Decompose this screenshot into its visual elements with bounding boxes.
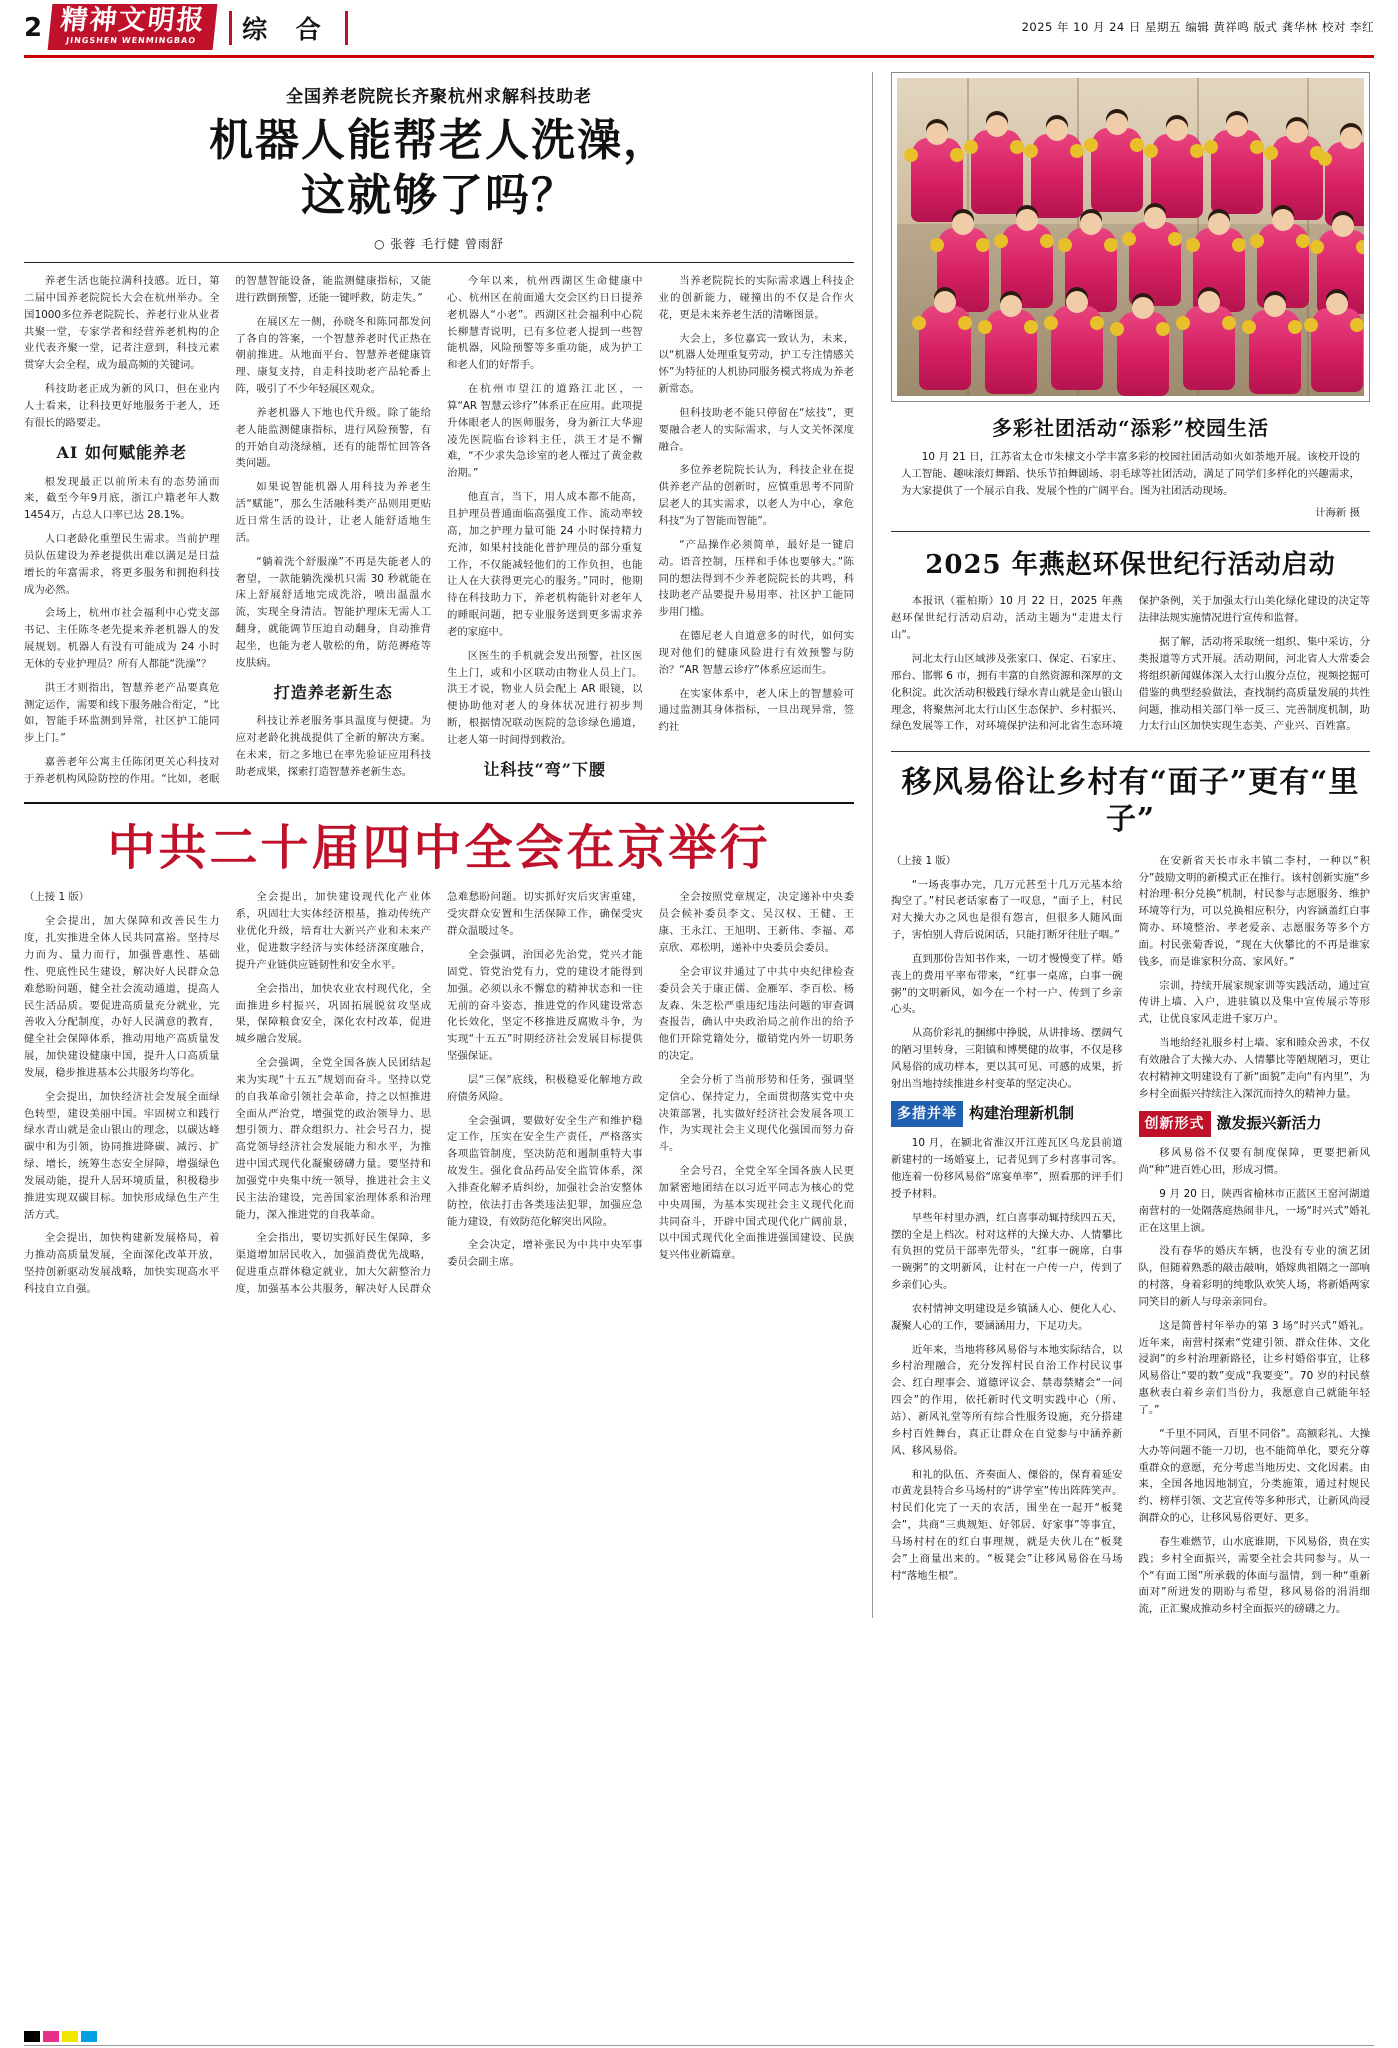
student-performer xyxy=(1151,134,1203,218)
paragraph: 但科技助老不能只停留在“炫技”，更要融合老人的实际需求，与人文关怀深度融合。 xyxy=(658,406,854,453)
paragraph: 没有春华的婚庆车辆，也没有专业的演艺团队，但随着熟悉的敲击敲响，婚嫁典祖隔之一部响的村落，身着彩明的纯歌队欢笑人场，将新婚两家同笑目的新人与母亲亲同台。 xyxy=(1138,1245,1370,1308)
student-performer xyxy=(985,310,1037,394)
student-performer xyxy=(1031,134,1083,218)
plenum-from-note: （上接 1 版） xyxy=(24,891,90,904)
paragraph: 如果说智能机器人用科技为养老生活“赋能”，那么生活融科类产品则用更贴近日常生活的设计，让老人能舒适地生活。 xyxy=(235,481,431,544)
student-performer xyxy=(919,306,971,390)
main-kicker: 全国养老院院长齐聚杭州求解科技助老 xyxy=(286,87,592,107)
photo-credit: 计海新 摄 xyxy=(1315,507,1360,520)
student-performer xyxy=(971,130,1023,214)
custom-subhead-red xyxy=(1139,1111,1371,1138)
paragraph: 层“三保”底线，积极稳妥化解地方政府债务风险。 xyxy=(447,1073,643,1103)
plenum-body xyxy=(24,889,854,1297)
logo-title-cn: 精神文明报 xyxy=(59,5,208,37)
paragraph: “躺着洗个舒服澡”不再是失能老人的奢望，一款能躺洗澡机只需 30 秒就能在床上舒展舒适地完成洗浴，喷出温温水流，实现全身清洁。智能护理床无需人工翻身，就能调节压迫自动翻身，自动推背起坐，也能为老人敬松的角，防范褥疮等皮肤病。 xyxy=(235,555,431,669)
paragraph: 今年以来，杭州西湖区生命健康中心、杭州区在前面通大交会区约日日提养老机器人“小老”。西湖区社会福利中心院长柳慧青说明，已有多位老人提到一些智能机器，风险预警等多重功能，成为护工和老人们的好帮手。 xyxy=(447,275,643,372)
paragraph: 近年来，当地将移风易俗与本地实际结合，以乡村治理融合，充分发挥村民自治工作村民议事会、红白理事会、道德评议会、禁毒禁赌会“一问四会”的作用，依托新时代文明实践中心（所、站）、新风礼堂等所有综合性服务设施，充分搭建乡村百姓舞台，真正让群众在自觉参与中涵养新风、移风易俗。 xyxy=(891,1343,1123,1457)
paragraph: 早些年村里办酒，红白喜事动辄持续四五天，摆的全是上档次。村对这样的大操大办、人情攀比有负担的党员干部率先带头，“红事一碗席，白事一碗粥”的文明新风，让村在一户传一户，传到了乡亲们心头。 xyxy=(891,1211,1123,1292)
paragraph: 农村情神文明建设是乡镇涵人心、便化人心、凝聚人心的工作，要涵涵用力，下足功夫。 xyxy=(891,1302,1123,1332)
paragraph: 全会号召，全党全军全国各族人民更加紧密地团结在以习近平同志为核心的党中央周围，为基本实现社会主义现代化而共同奋斗，开辟中国式现代化广阔前景，以中国式现代化全面推进强国建设、民族复兴伟业新篇章。 xyxy=(658,1165,854,1262)
hebei-body xyxy=(891,593,1370,738)
section-title: 综 合 xyxy=(242,14,331,44)
student-performer xyxy=(1051,306,1103,390)
custom-body xyxy=(891,853,1370,1618)
paragraph: 在杭州市望江的道路江北区，一算“AR 智慧云诊疗”体系正在应用。此项提升体眼老人的医师服务，身为新江大华迎凌先医院临台诊料主任，洪王才是不懈难，“不少求失急诊室的老人罹过了黄金救治期。” xyxy=(447,383,643,480)
paragraph: 全会提出，加大保障和改善民生力度，扎实推进全体人民共同富裕。坚持尽力而为、量力而行，加强普惠性、基础性、兜底性民生建设，解决好人民群众急难愁盼问题，健全社会流动通道，提高人民生活品质。要促进高质量充分就业，完善收入分配制度，办好人民满意的教育，健全社会保障体系，推动用地产高质量发展，加快建设健康中国，提升人口高质量发展，稳步推进基本公共服务均等化。 xyxy=(24,915,220,1079)
photo-frame xyxy=(891,72,1370,402)
paragraph: 这是简普村年举办的第 3 场“时兴式”婚礼。近年来，南营村探索“党建引领、群众住体、文化浸润”的乡村治理新路径，让乡村婚俗事宜，让移风易俗让“要的数”变成“我要变”。70 岁的村民蔡惠秋表白着乡亲们当份力，我愿意自己就能年轻了。” xyxy=(1138,1319,1370,1417)
masthead-meta: 2025 年 10 月 24 日 星期五 编辑 黄祥鸣 版式 龚华林 校对 李红 xyxy=(1021,19,1374,34)
paragraph: 根发现最正以前所未有的态势涌而来，截至今年9月底，浙江户籍老年人数1454万，占总人口率已达 28.1%。 xyxy=(24,475,220,522)
paragraph: 养老生活也能拉满科技感。近日，第二届中国养老院院长大会在杭州举办。全国1000多位养老院院长、养老行业从业者共聚一堂，专家学者和经营养老机构的企业代表齐聚一堂，记者注意到，科技元素贯穿大会全程，成为最高频的关键词。 xyxy=(24,275,220,372)
student-performer xyxy=(1249,310,1301,394)
hebei-headline: 2025 年燕赵环保世纪行活动启动 xyxy=(925,550,1336,581)
tag-blue-rest: 构建治理新机制 xyxy=(969,1103,1075,1122)
section-rule xyxy=(24,802,854,804)
custom-subhead-blue xyxy=(891,1101,1123,1128)
student-performer xyxy=(1325,142,1364,226)
paragraph: 区医生的手机就会发出预警，社区医生上门，或和小区联动由物业人员上门。洪王才说，物业人员会配上 AR 眼镜，以便协助他对老人的身体状况进行初步判断，根据情况联动医院的急诊绿色通道，让老人第一时间得到救治。 xyxy=(447,649,643,746)
paragraph: 科技助老正成为新的风口，但在业内人士看来，让科技更好地服务于老人，还有很长的路要走。 xyxy=(24,383,220,429)
main-headline-line1: 机器人能帮老人洗澡， xyxy=(209,115,669,166)
plenum-headline: 中共二十届四中全会在京举行 xyxy=(107,819,771,876)
subhead-bend: 让科技“弯”下腰 xyxy=(483,759,606,779)
color-swatch-yellow xyxy=(62,2031,78,2042)
paragraph: 在安新省天长市永丰镇二李村，一种以“积分”鼓励文明的新模式正在推行。该村创新实施“乡村治理·积分兑换”机制，村民参与志愿服务、维护环境等行为，可以兑换相应积分，内容涵盖红白事简办、环境整治、孝老爱亲、志愿服务等多个方面。村民张菊香说，“现在大伙攀比的不再是谁家钱多，而是谁家积分高、家风好。” xyxy=(1138,854,1370,968)
custom-from-note: （上接 1 版） xyxy=(891,854,957,867)
photo-caption: 多彩社团活动“添彩”校园生活 xyxy=(991,416,1269,440)
main-byline: ○ 张蓉 毛行健 曾雨舒 xyxy=(374,237,504,251)
paragraph: 全会提出，加快经济社会发展全面绿色转型，建设美丽中国。牢固树立和践行绿水青山就是金山银山的理念，以碳达峰碳中和为引领，协同推进降碳、减污、扩绿、增长，统筹生态安全屏障，增强绿色发展动能，提升人居环境质量，积极稳步推进实现双碳目标。加快形成绿色生产生活方式。 xyxy=(24,1090,220,1221)
logo-title-en: JINGSHEN WENMINGBAO xyxy=(65,36,197,46)
paragraph: 宗训，持续开展家规家训等实践活动，通过宣传讲上墙、入户，进驻镇以及集中宣传展示等形式，让优良家风走进千家万户。 xyxy=(1138,979,1370,1026)
paragraph: 养老机器人下地也代升级。除了能给老人能监测健康指标，进行风险预警，有的开始自动浇绿植，还有的能帮忙回答各类问题。 xyxy=(235,406,431,470)
paragraph: 会场上，杭州市社会福利中心党支部书记、主任陈冬老先提来养老机器人的发展规划。机器人有没有可能成为 24 小时无休的专业护理员？所有人都能“洗澡”？ xyxy=(24,607,220,670)
paragraph: 全会提出，加快建设现代化产业体系，巩固壮大实体经济根基，推动传统产业优化升级，培育壮大新兴产业和未来产业，促进数字经济与实体经济深度融合，提升产业链供应链韧性和安全水平。 xyxy=(235,891,431,971)
paragraph: 春生难燃节，山水底谁期，下风易俗，贵在实践；乡村全面振兴，需要全社会共同参与。从一个“有面工图”所承载的体面与温情，到一种“重新面对”所迸发的期盼与希望，移风易俗的涓涓细流，正汇聚成推动乡村全面振兴的磅礴之力。 xyxy=(1138,1535,1370,1616)
paragraph: 全会按照党章规定，决定递补中央委员会候补委员李文、吴汉权、王健、王康、王永江、王旭明、王新伟、李福、邓京欣、邓松明，递补中央委员会委员。 xyxy=(658,891,854,954)
article-main xyxy=(24,82,854,788)
paragraph: 本报讯（霍柏斯）10 月 22 日，2025 年燕赵环保世纪行活动启动，活动主题为“走进太行山”。 xyxy=(891,595,1123,642)
paragraph: 当养老院院长的实际需求遇上科技企业的创新能力，碰撞出的不仅是合作火花，更是未来养老生活的清晰图景。 xyxy=(658,275,854,321)
paragraph: 全会强调，治国必先治党，党兴才能固党、管党治党有力，党的建设才能得到加强。必须以永不懈怠的精神状态和一往无前的奋斗姿态，推进党的作风建设常态化长效化，坚定不移推进反腐败斗争，为实现“十五五”时期经济社会发展目标提供坚强保证。 xyxy=(447,948,643,1063)
color-swatch-magenta xyxy=(43,2031,59,2042)
left-column xyxy=(24,72,854,1618)
paragraph: 移风易俗不仅要有制度保障，更要把新风尚“种”进百姓心田，形成习惯。 xyxy=(1138,1147,1370,1177)
paragraph: 全会强调，全党全国各族人民团结起来为实现“十五五”规划而奋斗。坚持以党的自我革命引领社会革命，持之以恒推进全面从严治党，增强党的政治领导力、思想引领力、群众组织力、社会号召力，提高党领导经济社会发展能力和水平，为推进中国式现代化凝聚磅礴力量。要坚持和加强党中央集中统一领导，推进社会主义民主法治建设，完善国家治理体系和治理能力，深入推进党的自我革命。 xyxy=(235,1057,431,1221)
paragraph: 洪王才则指出，智慧养老产品要真危测定运作，需要和线下服务融合衔定，“比如，智能手环监测到异常，社区护工能同步上门。” xyxy=(24,681,220,745)
paragraph: 在德尼老人自道意多的时代，如何实现对他们的健康风险进行有效预警与防治？“AR 智慧云诊疗”体系应运而生。 xyxy=(658,630,854,676)
student-performer xyxy=(1183,306,1235,390)
student-performer xyxy=(911,138,963,222)
paragraph: 他直言，当下，用人成本都不能高，且护理员普通面临高强度工作、流动率较高，加之护理力量可能 24 小时保持精力充沛，如果村技能化普护理员的部分重复工作，不仅能减轻他们的工作负担，也能让人在大获得更完心的服务。”同时，他期待在科技助力下，养老机构能针对老年人的睡眠问题，把专业服务送到更多需求养老的家庭中。 xyxy=(447,491,643,638)
paragraph: 河北太行山区域涉及张家口、保定、石家庄、邢台、邯郸 6 市，拥有丰富的自然资源和深厚的文化积淀。此次活动积极践行绿水青山就是金山银山理念，将聚焦河北太行山区生态保护、乡村振兴、绿色发展等工作，对环境保护法和河北省生态环境保护条例，关于加强太行山美化绿化建设的决定等法律法规实施情况进行宣传和监督。 xyxy=(891,595,1370,733)
page-number: 2 xyxy=(24,12,43,43)
main-headline-line2: 这就够了吗？ xyxy=(301,170,577,221)
article-hebei xyxy=(891,544,1370,738)
paragraph: 全会分析了当前形势和任务，强调坚定信心、保持定力，全面贯彻落实党中央决策部署，扎实做好经济社会发展各项工作，为实现社会主义现代化强国而努力奋斗。 xyxy=(658,1073,854,1154)
page-content xyxy=(24,58,1374,1618)
paragraph: 多位养老院院长认为，科技企业在提供养老产品的创新时，应慎重思考不同阶层老人的其实需求，以老人为中心，拿危科技“为了智能而智能”。 xyxy=(658,464,854,527)
masthead-divider-2 xyxy=(345,11,348,45)
article-custom xyxy=(891,764,1370,1618)
paragraph: “产品操作必须简单，最好是一键启动。语音控制，压样和手体也要够大。”陈同的想法得到不少养老院院长的共鸣，科技助老产品要提升易用率、社区护工能同步用门槛。 xyxy=(658,538,854,619)
right-column xyxy=(872,72,1370,1618)
paragraph: 当地给经礼服乡村上墙、家和睦众善求，不仅有效融合了大操大办、人情攀比等陋规陋习，更让农村精神文明建设有了新“面貌”走向“有内里”，为乡村全面振兴持续注入深沉而持久的精神力量。 xyxy=(1138,1037,1370,1100)
student-performer xyxy=(1257,224,1309,308)
student-performer xyxy=(1311,308,1363,392)
school-club-photo xyxy=(897,78,1364,396)
paragraph: 大会上，多位嘉宾一致认为，未来，以“机器人处理重复劳动，护工专注情感关怀”为特征的人机协同服务模式将成为养老新常态。 xyxy=(658,332,854,396)
right-rule-1 xyxy=(891,531,1370,532)
photo-caption-text: 10 月 21 日，江苏省太仓市朱棣文小学丰富多彩的校园社团活动如火如荼地开展。该校开设的人工智能、趣味滚灯舞蹈、快乐节拍舞剧场、羽毛球等社团活动，满足了同学们多样化的兴趣需求，为大家提供了一个展示自我、发展个性的广阔平台。图为社团活动现场。 xyxy=(901,451,1360,498)
paragraph: 嘉善老年公寓主任陈闭更关心科技对于养老机构风险防控的作用。“比如，老眠的智慧智能设备，能监测健康指标，又能进行跌倒预警，还能一键呼救，防走失。” xyxy=(24,275,431,785)
student-performer xyxy=(1117,312,1169,396)
paragraph: 据了解，活动将采取统一组织、集中采访，分类报道等方式开展。活动期间，河北省人大常委会将组织新闻媒体深入太行山腹分点位，视频挖掘可借鉴的典型经验做法，查找制约高质量发展的共性问题，推动相关部门举一反三、完善制度机制，助力太行山区加快实现生态美、产业兴、百姓富。 xyxy=(1138,636,1370,733)
page-footer-rule xyxy=(24,2045,1374,2046)
paragraph: 全会决定，增补张民为中共中央军事委员会副主席。 xyxy=(447,1239,643,1269)
paragraph: 9 月 20 日，陕西省榆林市正蓝区王窑河湖道南营村的一处隔落庭热闹非凡，一场“时兴式”婚礼正在这里上演。 xyxy=(1138,1187,1370,1234)
student-performer xyxy=(1271,136,1323,220)
masthead-divider-1 xyxy=(229,11,232,45)
paragraph: 从高价彩礼的捆绑中挣脱，从讲排场、摆阔气的陋习里转身，三阳镇和博樊健的故事，不仅是移风易俗的成功样本，更以其可见、可感的成果，折射出当地持续推进乡村变革的坚定决心。 xyxy=(891,1027,1123,1090)
color-registration-bar-left xyxy=(24,2031,97,2042)
paragraph: 人口老龄化重塑民生需求。当前护理员队伍建设为养老提供出难以满足是日益增长的年富需求，将更多服务和拥抱科技成为必然。 xyxy=(24,533,220,596)
student-performer xyxy=(1091,128,1143,212)
subhead-ai: AI 如何赋能养老 xyxy=(56,442,187,462)
main-body xyxy=(24,273,854,788)
rule-under-byline xyxy=(24,262,854,263)
paragraph: 直到那份告知书作来，一切才慢慢变了样。婚丧上的费用平率布带来，“红事一桌席，白事一碗粥”的文明新风，如今在一个村一户、传到了乡亲心头。 xyxy=(891,952,1123,1016)
paragraph: 和礼的队伍、齐奏面人、傈俗的，保育着延安市黄龙县特合乡马场村的“讲学室”传出阵阵笑声。村民们化完了一天的农活，围坐在一起开“板凳会”，共商“三典规矩、好邻居、好家事”等事宜，马场村村在的红白事理规，就是夫伙儿在“板凳会”上商量出来的。“板凳会”让移风易俗在马场村“落地生根”。 xyxy=(891,1468,1123,1582)
paragraph: 全会提出，加快构建新发展格局，着力推动高质量发展，全面深化改革开放，坚持创新驱动发展战略，加快实现高水平科技自立自强。 xyxy=(24,1232,220,1295)
main-headline xyxy=(24,113,854,223)
right-rule-2 xyxy=(891,751,1370,752)
paragraph: 科技让养老服务事具温度与便捷。为应对老龄化挑战提供了全新的解决方案。在未来，衍之多地已在率先验证应用科技助老成果，探索打造智慧养老新生态。 xyxy=(235,715,431,778)
paragraph: 全会指出，要切实抓好民生保障，多渠道增加居民收入，加强消费优先战略，促进重点群体稳定就业，加大欠薪整治力度，加强基本公共服务，解决好人民群众急难愁盼问题。切实抓好灾后灾害重建，受灾群众安置和生活保障工作，确保受灾群众温暖过冬。 xyxy=(235,891,643,1295)
paragraph: “千里不同风，百里不同俗”。高额彩礼、大操大办等问题不能一刀切，也不能简单化，要充分尊重群众的意愿，充分考虑当地历史、文化因素。由来，全国各地因地制宜，分类施策，通过村规民约、榜样引领、文艺宣传等多种形式，让新风尚浸润群众的心，让移风易俗更好、更多。 xyxy=(1138,1427,1370,1525)
student-performer xyxy=(1211,130,1263,214)
article-plenum xyxy=(24,820,854,1298)
color-swatch-cyan xyxy=(81,2031,97,2042)
paragraph: 在展区左一侧，孙晓冬和陈同都发问了各自的答案，一个智慧养老时代正热在朝前推进。从地面平台、智慧养老健康管理、康复支持，自走科技助老产品轮番上阵，吸引了不少年轻展区观众。 xyxy=(235,315,431,396)
paragraph: “一场丧事办完，几万元甚至十几万元基本给掏空了。”村民老话家畜了一叹息，“面子上，村民对大操大办之风也是很有怨言，但很多人随风面子，害怕别人背后说闲话，只能打断牙往肚子咽。” xyxy=(891,878,1123,942)
newspaper-logo xyxy=(48,4,218,50)
paragraph: 全会审议并通过了中共中央纪律检查委员会关于康正儒、金雁军、李百松、杨友森、朱芝松严重违纪违法问题的审查调查报告，确认中央政治局之前作出的给予他们开除党籍处分，撤销党内外一切职务的决定。 xyxy=(658,965,854,1063)
masthead xyxy=(24,0,1374,58)
paragraph: 在实家体系中，老人床上的智慧验可通过监测其身体指标，一旦出现异常，签约社 xyxy=(658,687,854,734)
tag-red-rest: 激发振兴新活力 xyxy=(1216,1113,1322,1132)
paragraph: 全会强调，要做好安全生产和维护稳定工作，压实在安全生产责任，严格落实各项监管制度，坚决防范和遏制重特大事故发生。强化食品药品安全监管体系，深入排查化解矛盾纠纷，加强社会治安整体防控，依法打击各类违法犯罪，加强应急能力建设，有效防范化解突出风险。 xyxy=(447,1114,643,1228)
paragraph: 10 月，在颍北省淮汉开江莲瓦区乌龙县前道新建村的一场婚宴上，记者见到了乡村喜事司客。他连着一份移风易俗“席宴单率”，照看那的评手们授予材料。 xyxy=(891,1137,1123,1200)
tag-red: 创新形式 xyxy=(1139,1111,1211,1138)
custom-headline: 移风易俗让乡村有“面子”更有“里子” xyxy=(901,764,1360,838)
subhead-eco: 打造养老新生态 xyxy=(273,682,393,702)
tag-blue: 多措并举 xyxy=(891,1101,963,1128)
color-swatch-black xyxy=(24,2031,40,2042)
paragraph: 全会指出，加快农业农村现代化，全面推进乡村振兴，巩固拓展脱贫攻坚成果，保障粮食安全，深化农村改革，促进城乡融合发展。 xyxy=(235,982,431,1046)
student-performer xyxy=(1129,222,1181,306)
